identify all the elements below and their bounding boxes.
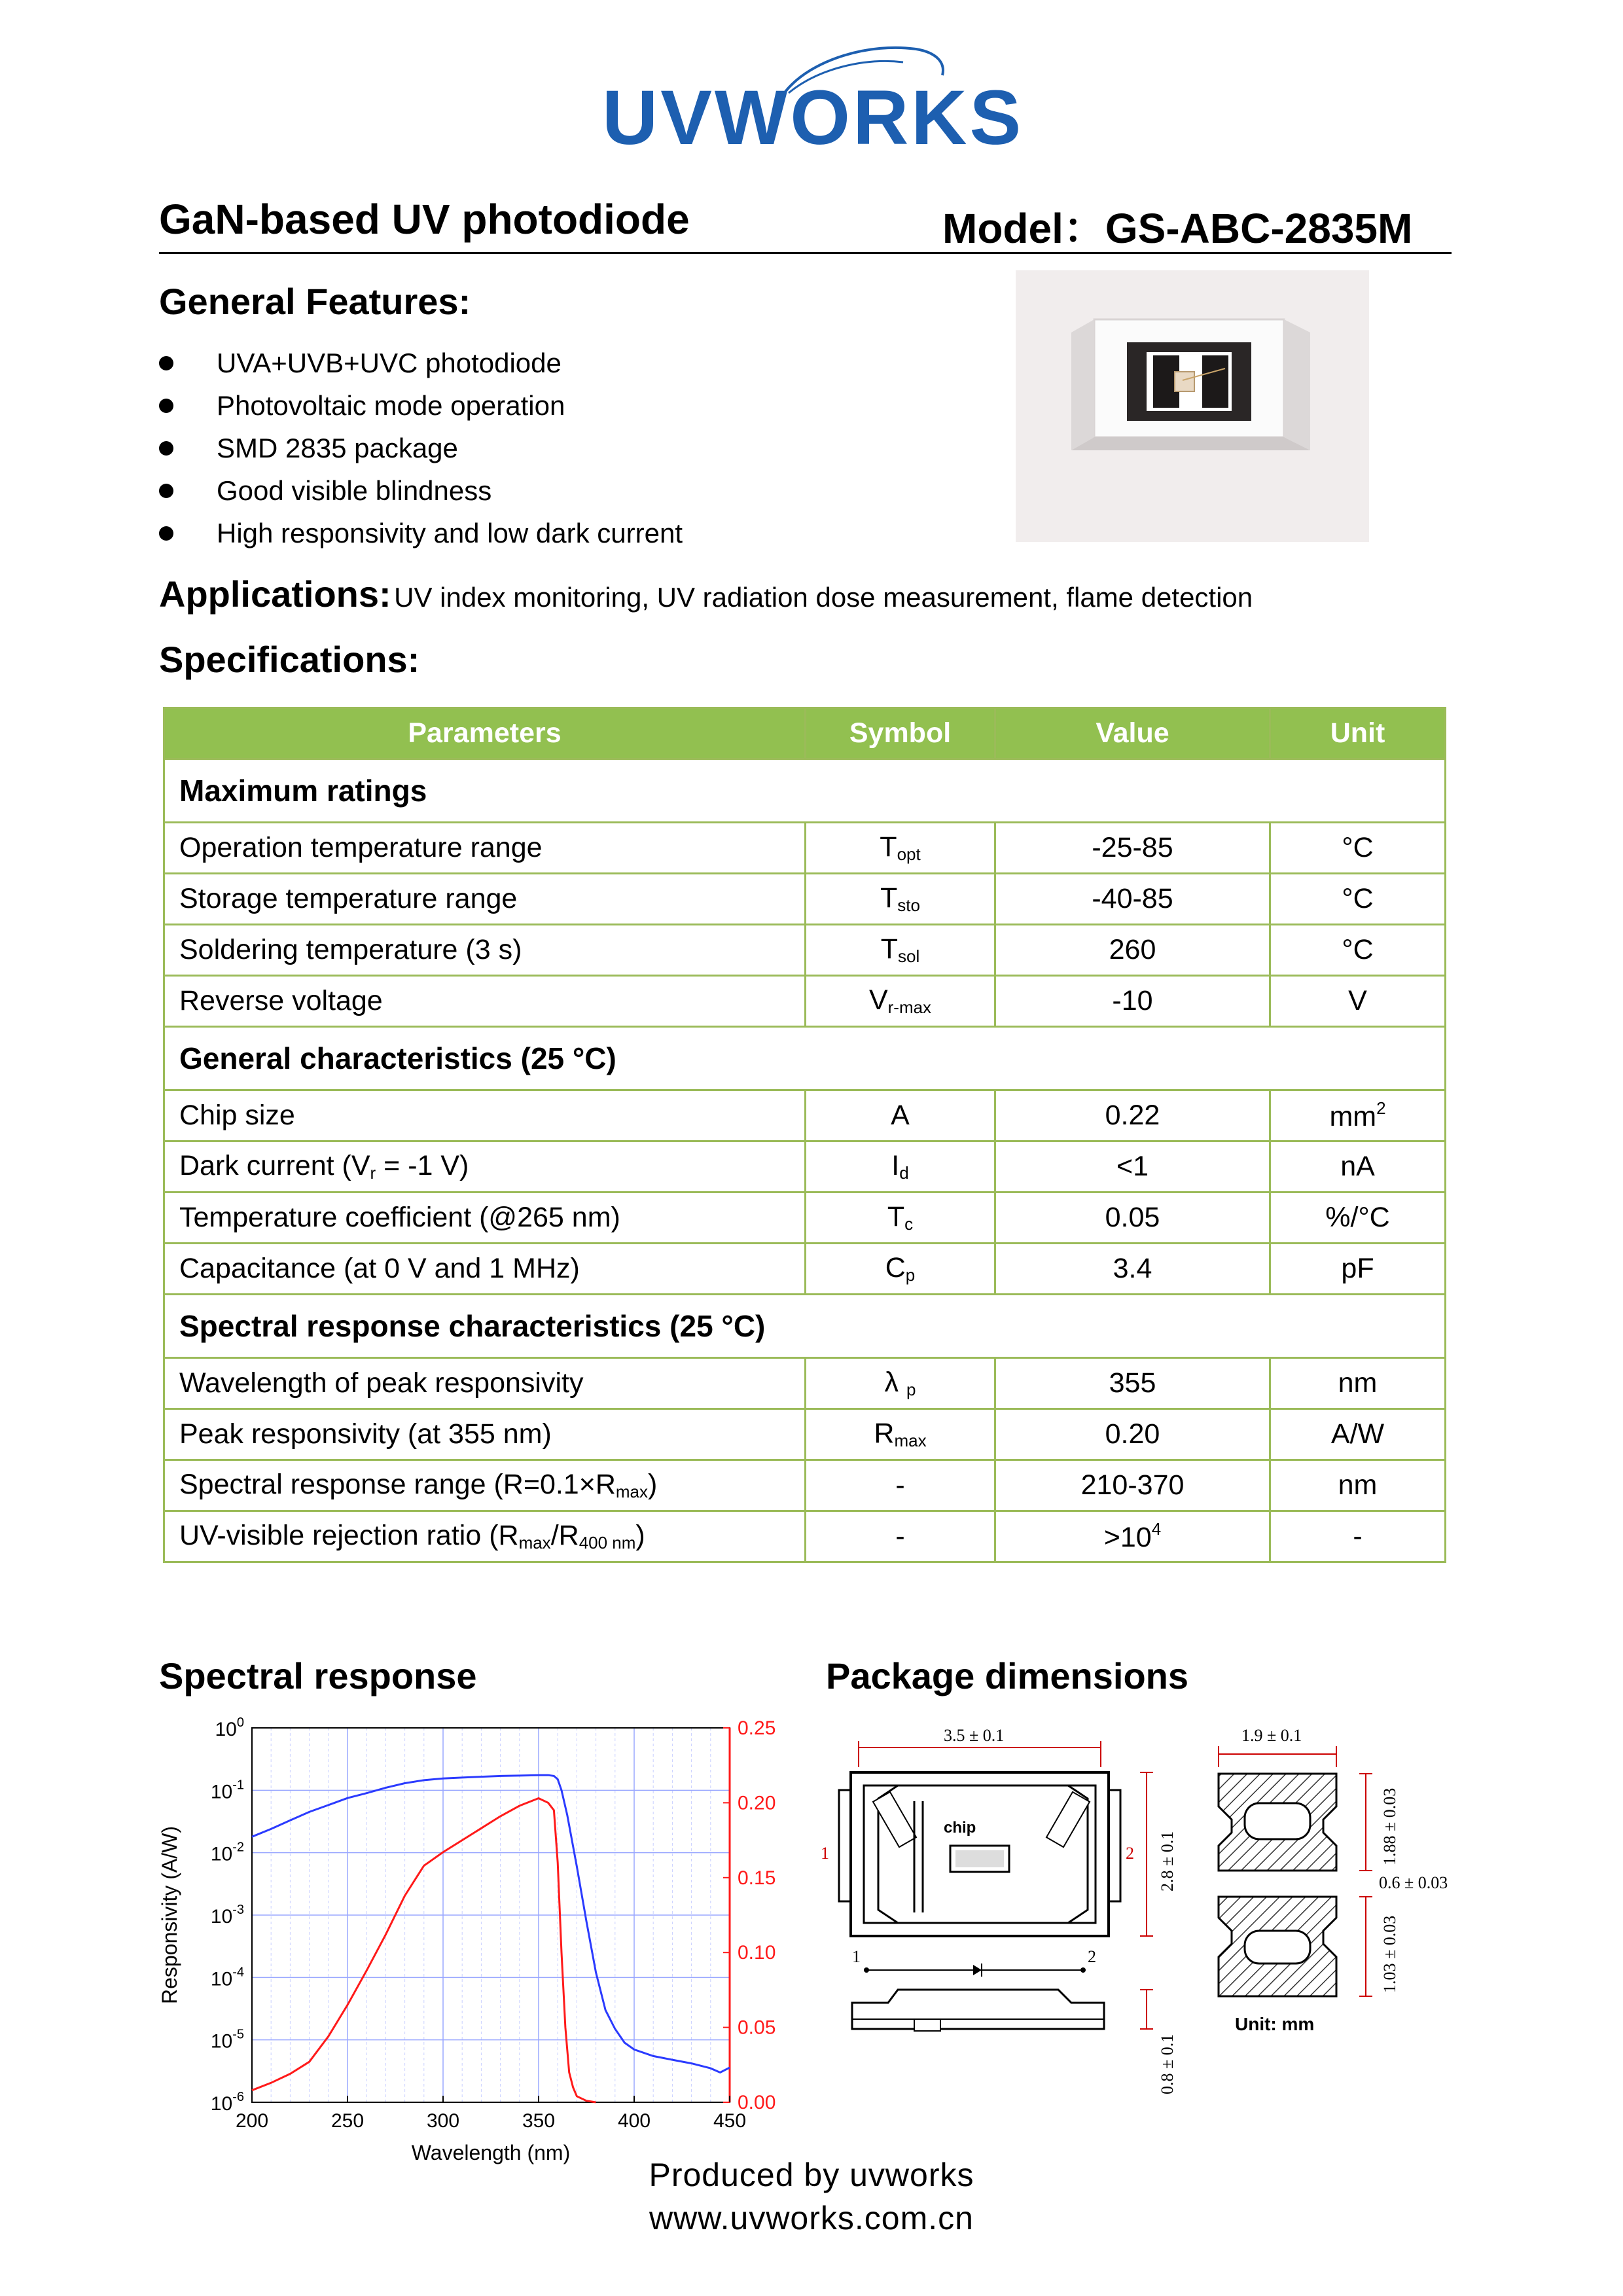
y-left-tick-label: $10^0$ <box>215 1715 244 1740</box>
value-cell: -25-85 <box>995 823 1270 874</box>
x-tick-label: 450 <box>713 2110 747 2132</box>
model-label: Model： <box>942 205 1105 252</box>
y-left-tick-label: $10^{-4}$ <box>210 1965 244 1990</box>
value-cell: -40-85 <box>995 874 1270 925</box>
x-axis-label: Wavelength (nm) <box>411 2141 571 2164</box>
applications-text: UV index monitoring, UV radiation dose measurement, flame detection <box>394 582 1253 613</box>
spectral-chart <box>151 1702 805 2173</box>
param-cell: Storage temperature range <box>164 874 806 925</box>
pin1-label: 1 <box>821 1844 829 1863</box>
param-cell: Wavelength of peak responsivity <box>164 1358 806 1409</box>
y-right-tick-label: 0.05 <box>738 2017 776 2039</box>
unit-cell: pF <box>1270 1244 1446 1295</box>
unit-note: Unit: mm <box>1235 2014 1315 2034</box>
table-row <box>164 1409 1446 1460</box>
top-view <box>821 1726 1177 1936</box>
features-list <box>159 342 683 554</box>
x-tick-label: 400 <box>617 2110 651 2132</box>
symbol-cell: $T_{opt}$ <box>806 823 995 874</box>
unit-cell: V <box>1270 976 1446 1027</box>
table-row <box>164 823 1446 874</box>
model-title <box>942 195 1412 255</box>
chart-ticks <box>211 1715 776 2132</box>
y-right-tick-label: 0.25 <box>738 1717 776 1739</box>
table-row <box>164 1511 1446 1562</box>
feature-item: High responsivity and low dark current <box>159 512 683 554</box>
table-row <box>164 1358 1446 1409</box>
pad-view <box>1219 1726 1448 2034</box>
x-tick-label: 350 <box>522 2110 556 2132</box>
table-row <box>164 1193 1446 1244</box>
pin2-polarity-label: 2 <box>1088 1947 1096 1966</box>
unit-cell: °C <box>1270 874 1446 925</box>
y-right-tick-label: 0.10 <box>738 1942 776 1964</box>
feature-item: Photovoltaic mode operation <box>159 384 683 427</box>
param-cell: Dark current ($V_r = -1$ V) <box>164 1141 806 1193</box>
param-cell: Reverse voltage <box>164 976 806 1027</box>
features-heading: General Features: <box>159 281 471 322</box>
table-row <box>164 976 1446 1027</box>
x-tick-label: 300 <box>426 2110 460 2132</box>
table-row <box>164 1460 1446 1511</box>
uvworks-logo <box>589 39 1024 161</box>
value-cell: $>10^4$ <box>995 1511 1270 1562</box>
feature-item: Good visible blindness <box>159 469 683 512</box>
feature-item: SMD 2835 package <box>159 427 683 469</box>
chip-label: chip <box>944 1819 976 1837</box>
footer-producer: Produced by uvworks <box>649 2157 974 2193</box>
symbol-cell: λ $_p$ <box>806 1358 995 1409</box>
side-view <box>852 1990 1177 2094</box>
col-header-unit: Unit <box>1270 708 1446 759</box>
unit-cell: A/W <box>1270 1409 1446 1460</box>
value-cell: <1 <box>995 1141 1270 1193</box>
symbol-cell: $T_{sto}$ <box>806 874 995 925</box>
specifications-table <box>163 707 1446 1563</box>
value-cell: 260 <box>995 925 1270 976</box>
param-cell: Operation temperature range <box>164 823 806 874</box>
value-cell: 355 <box>995 1358 1270 1409</box>
title-rule <box>159 252 1452 254</box>
feature-item: UVA+UVB+UVC photodiode <box>159 342 683 384</box>
package-drawing <box>821 1726 1500 2108</box>
symbol-cell: $R_{max}$ <box>806 1409 995 1460</box>
product-title: GaN-based UV photodiode <box>159 196 690 243</box>
dim-pad-width: 1.9 ± 0.1 <box>1241 1726 1302 1745</box>
pin1-polarity-label: 1 <box>852 1947 861 1966</box>
section-row <box>164 759 1446 823</box>
col-header-parameters: Parameters <box>164 708 806 759</box>
applications-line <box>159 573 1253 615</box>
symbol-cell: $I_d$ <box>806 1141 995 1193</box>
table-header-row <box>164 708 1446 759</box>
dim-gap: 0.6 ± 0.03 <box>1379 1873 1448 1892</box>
logo-text: UVWORKS <box>602 75 1024 161</box>
param-cell: Chip size <box>164 1090 806 1141</box>
table-row <box>164 1141 1446 1193</box>
dim-height: 0.8 ± 0.1 <box>1158 2034 1177 2094</box>
value-cell: 0.05 <box>995 1193 1270 1244</box>
applications-heading: Applications: <box>159 573 391 615</box>
y-left-tick-label: $10^{-5}$ <box>210 2027 244 2053</box>
unit-cell: nm <box>1270 1358 1446 1409</box>
pin2-label: 2 <box>1126 1844 1134 1863</box>
chart-grid <box>252 1728 730 2102</box>
footer <box>0 2153 1623 2240</box>
y-left-tick-label: $10^{-1}$ <box>210 1778 244 1803</box>
footer-website[interactable]: www.uvworks.com.cn <box>649 2200 974 2236</box>
specifications-heading: Specifications: <box>159 639 420 680</box>
value-cell: -10 <box>995 976 1270 1027</box>
table-row <box>164 925 1446 976</box>
param-cell: Soldering temperature (3 s) <box>164 925 806 976</box>
param-cell: Spectral response range $(R=0.1\times R_{max})$ <box>164 1460 806 1511</box>
table-row <box>164 1244 1446 1295</box>
col-header-symbol: Symbol <box>806 708 995 759</box>
y-right-tick-label: 0.15 <box>738 1867 776 1889</box>
package-heading: Package dimensions <box>826 1655 1189 1696</box>
y-axis-label: Responsivity (A/W) <box>158 1825 181 2005</box>
model-value: GS-ABC-2835M <box>1105 205 1413 252</box>
param-cell: Temperature coefficient (@265 nm) <box>164 1193 806 1244</box>
section-title: Spectral response characteristics (25 °C) <box>164 1295 1446 1358</box>
symbol-cell: $C_p$ <box>806 1244 995 1295</box>
unit-cell: nm <box>1270 1460 1446 1511</box>
section-row <box>164 1027 1446 1090</box>
section-title: General characteristics (25 °C) <box>164 1027 1446 1090</box>
unit-cell: %/°C <box>1270 1193 1446 1244</box>
y-left-tick-label: $10^{-2}$ <box>210 1840 244 1865</box>
spectral-heading: Spectral response <box>159 1655 477 1696</box>
symbol-cell: $T_{sol}$ <box>806 925 995 976</box>
dim-pad-a: 1.88 ± 0.03 <box>1380 1787 1399 1865</box>
unit-cell: - <box>1270 1511 1446 1562</box>
dim-width: 2.8 ± 0.1 <box>1158 1831 1177 1892</box>
x-tick-label: 250 <box>330 2110 365 2132</box>
dim-length: 3.5 ± 0.1 <box>944 1726 1005 1745</box>
section-row <box>164 1295 1446 1358</box>
value-cell: 0.20 <box>995 1409 1270 1460</box>
y-right-tick-label: 0.20 <box>738 1792 776 1814</box>
col-header-value: Value <box>995 708 1270 759</box>
value-cell: 3.4 <box>995 1244 1270 1295</box>
section-title: Maximum ratings <box>164 759 1446 823</box>
y-right-tick-label: 0.00 <box>738 2092 776 2113</box>
symbol-cell: A <box>806 1090 995 1141</box>
table-row <box>164 874 1446 925</box>
unit-cell: °C <box>1270 925 1446 976</box>
symbol-cell: - <box>806 1460 995 1511</box>
polarity-line <box>852 1947 1096 1977</box>
y-left-tick-label: $10^{-6}$ <box>210 2090 244 2115</box>
value-cell: 210-370 <box>995 1460 1270 1511</box>
param-cell: Capacitance (at 0 V and 1 MHz) <box>164 1244 806 1295</box>
unit-cell: $mm^2$ <box>1270 1090 1446 1141</box>
x-tick-label: 200 <box>235 2110 269 2132</box>
param-cell: Peak responsivity (at 355 nm) <box>164 1409 806 1460</box>
symbol-cell: - <box>806 1511 995 1562</box>
symbol-cell: $V_{r-max}$ <box>806 976 995 1027</box>
table-row <box>164 1090 1446 1141</box>
symbol-cell: $T_c$ <box>806 1193 995 1244</box>
y-left-tick-label: $10^{-3}$ <box>210 1903 244 1928</box>
product-photo <box>1016 270 1369 542</box>
unit-cell: nA <box>1270 1141 1446 1193</box>
param-cell: UV-visible rejection ratio $(R_{max}/R_{400 nm})$ <box>164 1511 806 1562</box>
dim-pad-b: 1.03 ± 0.03 <box>1380 1915 1399 1993</box>
unit-cell: °C <box>1270 823 1446 874</box>
series-line-responsivity-log <box>252 1775 730 2072</box>
value-cell: 0.22 <box>995 1090 1270 1141</box>
